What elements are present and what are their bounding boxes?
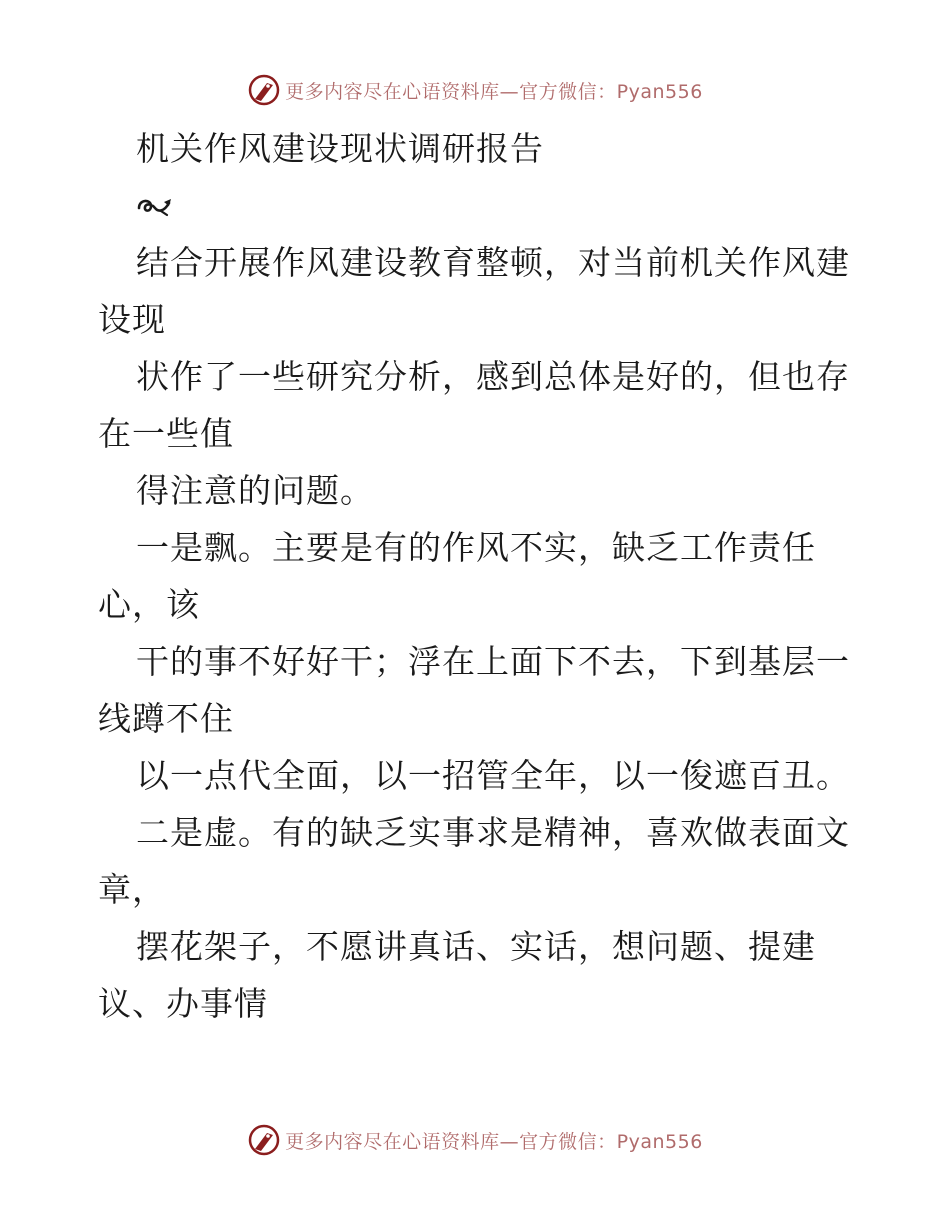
- line-text: 一是飘。主要是有的作风不实，缺乏工作责任: [136, 528, 816, 567]
- line-text: 状作了一些研究分析，感到总体是好的，但也存: [136, 357, 850, 396]
- pen-nib-logo-icon: [247, 1123, 281, 1157]
- line-text: 章，: [98, 870, 166, 909]
- line-text: 在一些值: [98, 414, 234, 453]
- footer-banner-text: 更多内容尽在心语资料库—官方微信：Pyan556: [285, 1130, 703, 1153]
- pen-nib-logo-icon: [247, 73, 281, 107]
- document-line: [98, 462, 854, 519]
- line-text: 以一点代全面，以一招管全年，以一俊遮百丑。: [136, 756, 850, 795]
- line-text: 得注意的问题。: [136, 471, 374, 510]
- line-text: 线蹲不住: [98, 699, 234, 738]
- document-line: [98, 633, 854, 690]
- document-body: [98, 120, 854, 1032]
- line-text: 设现: [98, 300, 166, 339]
- ornament-row: [98, 177, 854, 234]
- line-text: 心，该: [98, 585, 200, 624]
- document-line: [98, 747, 854, 804]
- document-line: [98, 918, 854, 975]
- line-text: 二是虚。有的缺乏实事求是精神，喜欢做表面文: [136, 813, 850, 852]
- document-line: [98, 804, 854, 861]
- document-title: 机关作风建设现状调研报告: [136, 129, 544, 168]
- document-paragraphs: [98, 234, 854, 1032]
- line-text: 摆花架子，不愿讲真话、实话，想问题、提建: [136, 927, 816, 966]
- footer-banner: [0, 1120, 950, 1160]
- document-line: [98, 519, 854, 576]
- line-text: 干的事不好好干；浮在上面下不去，下到基层一: [136, 642, 850, 681]
- document-line: [98, 861, 854, 918]
- flourish-ornament-icon: [136, 194, 174, 218]
- header-banner-text: 更多内容尽在心语资料库—官方微信：Pyan556: [285, 80, 703, 103]
- line-text: 议、办事情: [98, 984, 268, 1023]
- document-line: [98, 690, 854, 747]
- document-line: [98, 348, 854, 405]
- header-banner: [0, 70, 950, 110]
- document-line: [98, 975, 854, 1032]
- document-line: [98, 234, 854, 291]
- document-line: [98, 576, 854, 633]
- document-line: [98, 405, 854, 462]
- document-line: [98, 291, 854, 348]
- line-text: 结合开展作风建设教育整顿，对当前机关作风建: [136, 243, 850, 282]
